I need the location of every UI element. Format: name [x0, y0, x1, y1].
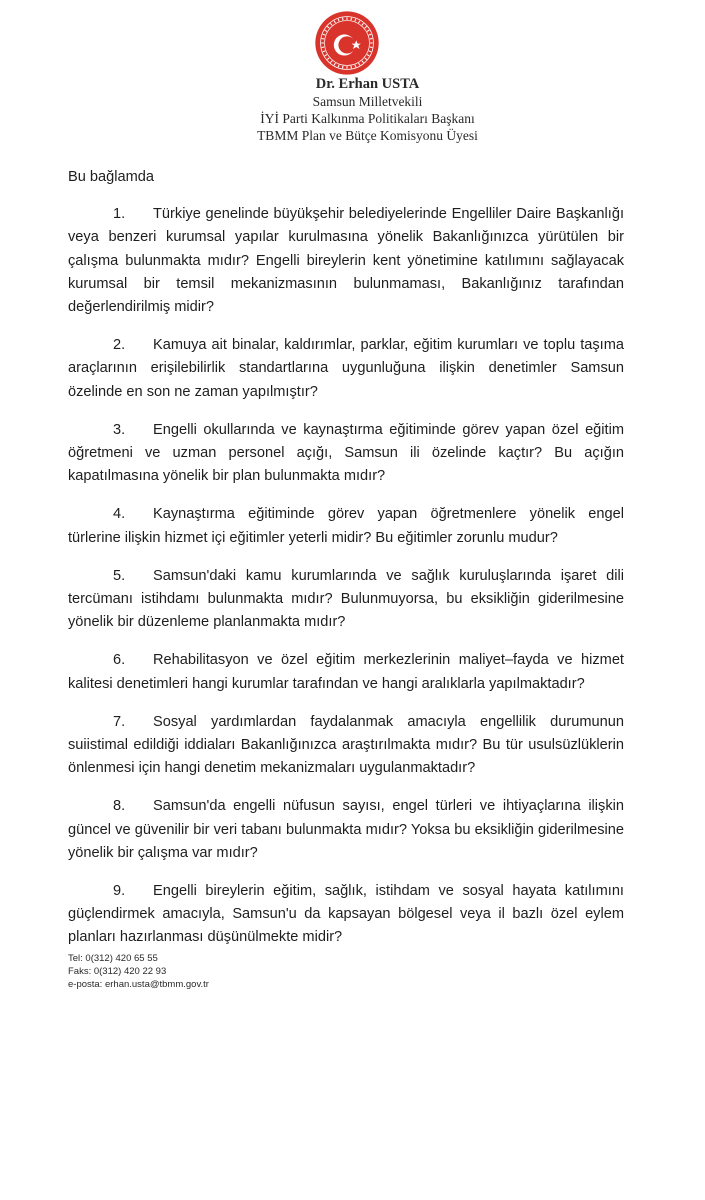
question-item [68, 334, 624, 404]
question-number: 5. [113, 567, 126, 584]
question-number: 1. [113, 206, 126, 223]
question-number: 9. [113, 883, 126, 900]
question-number: 8. [113, 798, 126, 815]
question-text: Sosyal yardımlardan faydalanmak amacıyla engellilik durumunun suiistimal edildiği iddiaları Bakanlığınızca araştırılmakta mıdır? Bu tür usulsüzlüklerin önlenmesi için hangi denetim mekanizmaları uygulanmaktadır? [68, 713, 624, 777]
question-text: Samsun'da engelli nüfusun sayısı, engel türleri ve ihtiyaçlarına ilişkin güncel ve güvenilir bir veri tabanı bulunmakta mıdır? Yoksa bu eksikliğin giderilmesine yönelik bir çalışma var mıdır? [68, 798, 624, 861]
contact-fax: Faks: 0(312) 420 22 93 [68, 966, 167, 978]
question-text: Kaynaştırma eğitiminde görev yapan öğretmenlere yönelik engel türlerine ilişkin hizmet içi eğitimler yeterli midir? Bu eğitimler zorunlu mudur? [68, 506, 624, 546]
question-item [68, 503, 624, 549]
question-number: 2. [113, 337, 126, 354]
question-text: Türkiye genelinde büyükşehir belediyelerinde Engelliler Daire Başkanlığı veya benzeri kurumsal yapılar kurulmasına yönelik Bakanlığınızca yürütülen bir çalışma bulunmakta mıdır? Engelli bireylerin kent yönetimine katılımını sağlayacak kurumsal bir temsil mekanizmasının bulunmaması, Bakanlığınız tarafından değerlendirilmiş midir? [68, 206, 624, 316]
question-number: 3. [113, 421, 126, 438]
letterhead [180, 76, 535, 144]
question-item [68, 419, 624, 489]
deputy-name: Dr. Erhan USTA [315, 76, 420, 92]
document-body [68, 166, 624, 965]
deputy-party-role: İYİ Parti Kalkınma Politikaları Başkanı [260, 111, 475, 126]
question-list [68, 203, 624, 949]
question-item [68, 795, 624, 865]
question-number: 7. [113, 713, 126, 730]
question-text: Engelli okullarında ve kaynaştırma eğitiminde görev yapan özel eğitim öğretmeni ve uzman personel açığı, Samsun ili özelinde kaçtır? Bu açığın kapatılmasına yönelik bir plan bulunmakta mıdır? [68, 421, 624, 485]
question-item [68, 880, 624, 950]
question-item [68, 649, 624, 695]
contact-tel: Tel: 0(312) 420 65 55 [68, 953, 158, 964]
tbmm-emblem-icon [314, 10, 380, 76]
question-number: 4. [113, 506, 126, 523]
contact-info [68, 952, 209, 992]
deputy-commission-role: TBMM Plan ve Bütçe Komisyonu Üyesi [257, 128, 478, 143]
intro-text: Bu bağlamda [68, 169, 155, 185]
question-text: Kamuya ait binalar, kaldırımlar, parklar, eğitim kurumları ve toplu taşıma araçlarının erişilebilirlik standartlarına uygunluğuna ilişkin denetimler Samsun özelinde en son ne zaman yapılmıştır? [68, 337, 624, 400]
question-text: Engelli bireylerin eğitim, sağlık, istihdam ve sosyal hayata katılımını güçlendirmek amacıyla, Samsun'u da kapsayan bölgesel veya il bazlı özel eylem planları hazırlanması düşünülmekte midir? [68, 883, 624, 946]
question-text: Rehabilitasyon ve özel eğitim merkezlerinin maliyet–fayda ve hizmet kalitesi denetimleri hangi kurumlar tarafından ve hangi aralıklarla yapılmaktadır? [68, 652, 624, 692]
question-item [68, 711, 624, 781]
question-item [68, 565, 624, 635]
question-text: Samsun'daki kamu kurumlarında ve sağlık kuruluşlarında işaret dili tercümanı istihdamı bulunmakta mıdır? Bulunmuyorsa, bu eksikliğin giderilmesine yönelik bir düzenleme planlanmakta mıdır? [68, 567, 624, 631]
deputy-province: Samsun Milletvekili [312, 94, 423, 109]
question-item [68, 203, 624, 319]
contact-email: e-posta: erhan.usta@tbmm.gov.tr [68, 979, 209, 991]
question-number: 6. [113, 652, 126, 669]
